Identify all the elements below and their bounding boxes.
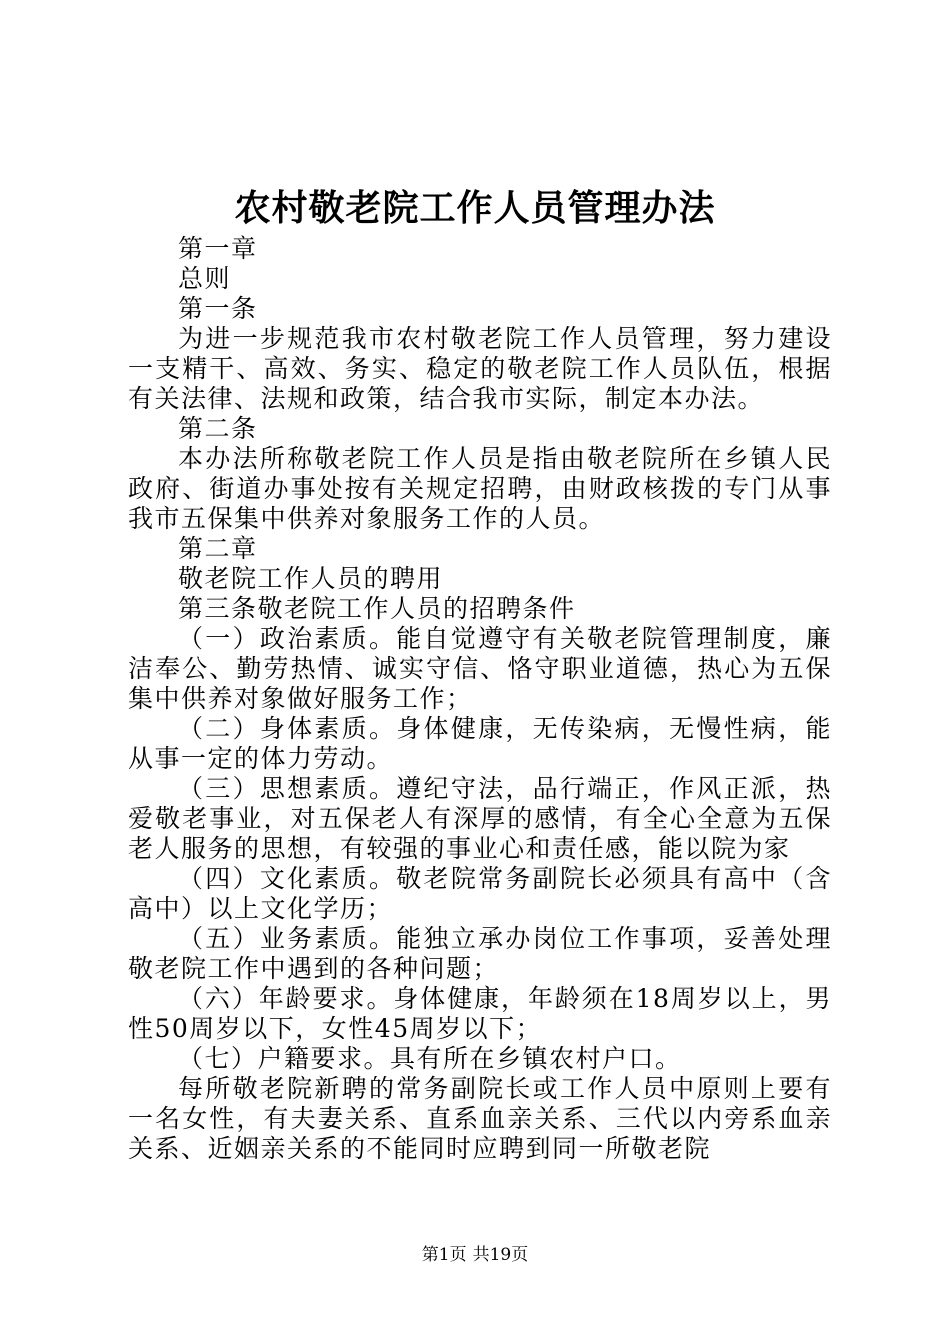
paragraph: （四）文化素质。敬老院常务副院长必须具有高中（含高中）以上文化学历； (128, 864, 832, 923)
paragraph: 总则 (178, 264, 232, 293)
document-title: 农村敬老院工作人员管理办法 (234, 187, 716, 229)
paragraph: 每所敬老院新聘的常务副院长或工作人员中原则上要有一名女性，有夫妻关系、直系血亲关系、三代以内旁系血亲关系、近姻亲关系的不能同时应聘到同一所敬老院 (128, 1074, 832, 1163)
page-footer (0, 1243, 950, 1267)
page-count: 共19页 (472, 1245, 529, 1265)
paragraph: 第三条敬老院工作人员的招聘条件 (178, 594, 576, 623)
paragraph: （七）户籍要求。具有所在乡镇农村户口。 (178, 1044, 682, 1073)
paragraph: 敬老院工作人员的聘用 (178, 564, 444, 593)
paragraph: 第一章 (178, 234, 258, 263)
document-body (128, 234, 832, 1164)
paragraph: （二）身体素质。身体健康，无传染病，无慢性病，能从事一定的体力劳动。 (128, 714, 832, 773)
page-number: 第1页 (421, 1245, 467, 1265)
paragraph: 为进一步规范我市农村敬老院工作人员管理，努力建设一支精干、高效、务实、稳定的敬老院工作人员队伍，根据有关法律、法规和政策，结合我市实际，制定本办法。 (128, 324, 832, 413)
paragraph: （六）年龄要求。身体健康，年龄须在18周岁以上，男性50周岁以下，女性45周岁以下； (128, 984, 832, 1043)
paragraph: 第一条 (178, 294, 258, 323)
paragraph: （三）思想素质。遵纪守法，品行端正，作风正派，热爱敬老事业，对五保老人有深厚的感情，有全心全意为五保老人服务的思想，有较强的事业心和责任感，能以院为家 (128, 774, 832, 863)
paragraph: （五）业务素质。能独立承办岗位工作事项，妥善处理敬老院工作中遇到的各种问题； (128, 924, 832, 983)
paragraph: （一）政治素质。能自觉遵守有关敬老院管理制度，廉洁奉公、勤劳热情、诚实守信、恪守职业道德，热心为五保集中供养对象做好服务工作； (128, 624, 832, 713)
paragraph: 第二条 (178, 414, 258, 443)
paragraph: 本办法所称敬老院工作人员是指由敬老院所在乡镇人民政府、街道办事处按有关规定招聘，由财政核拨的专门从事我市五保集中供养对象服务工作的人员。 (128, 444, 832, 533)
paragraph: 第二章 (178, 534, 258, 563)
